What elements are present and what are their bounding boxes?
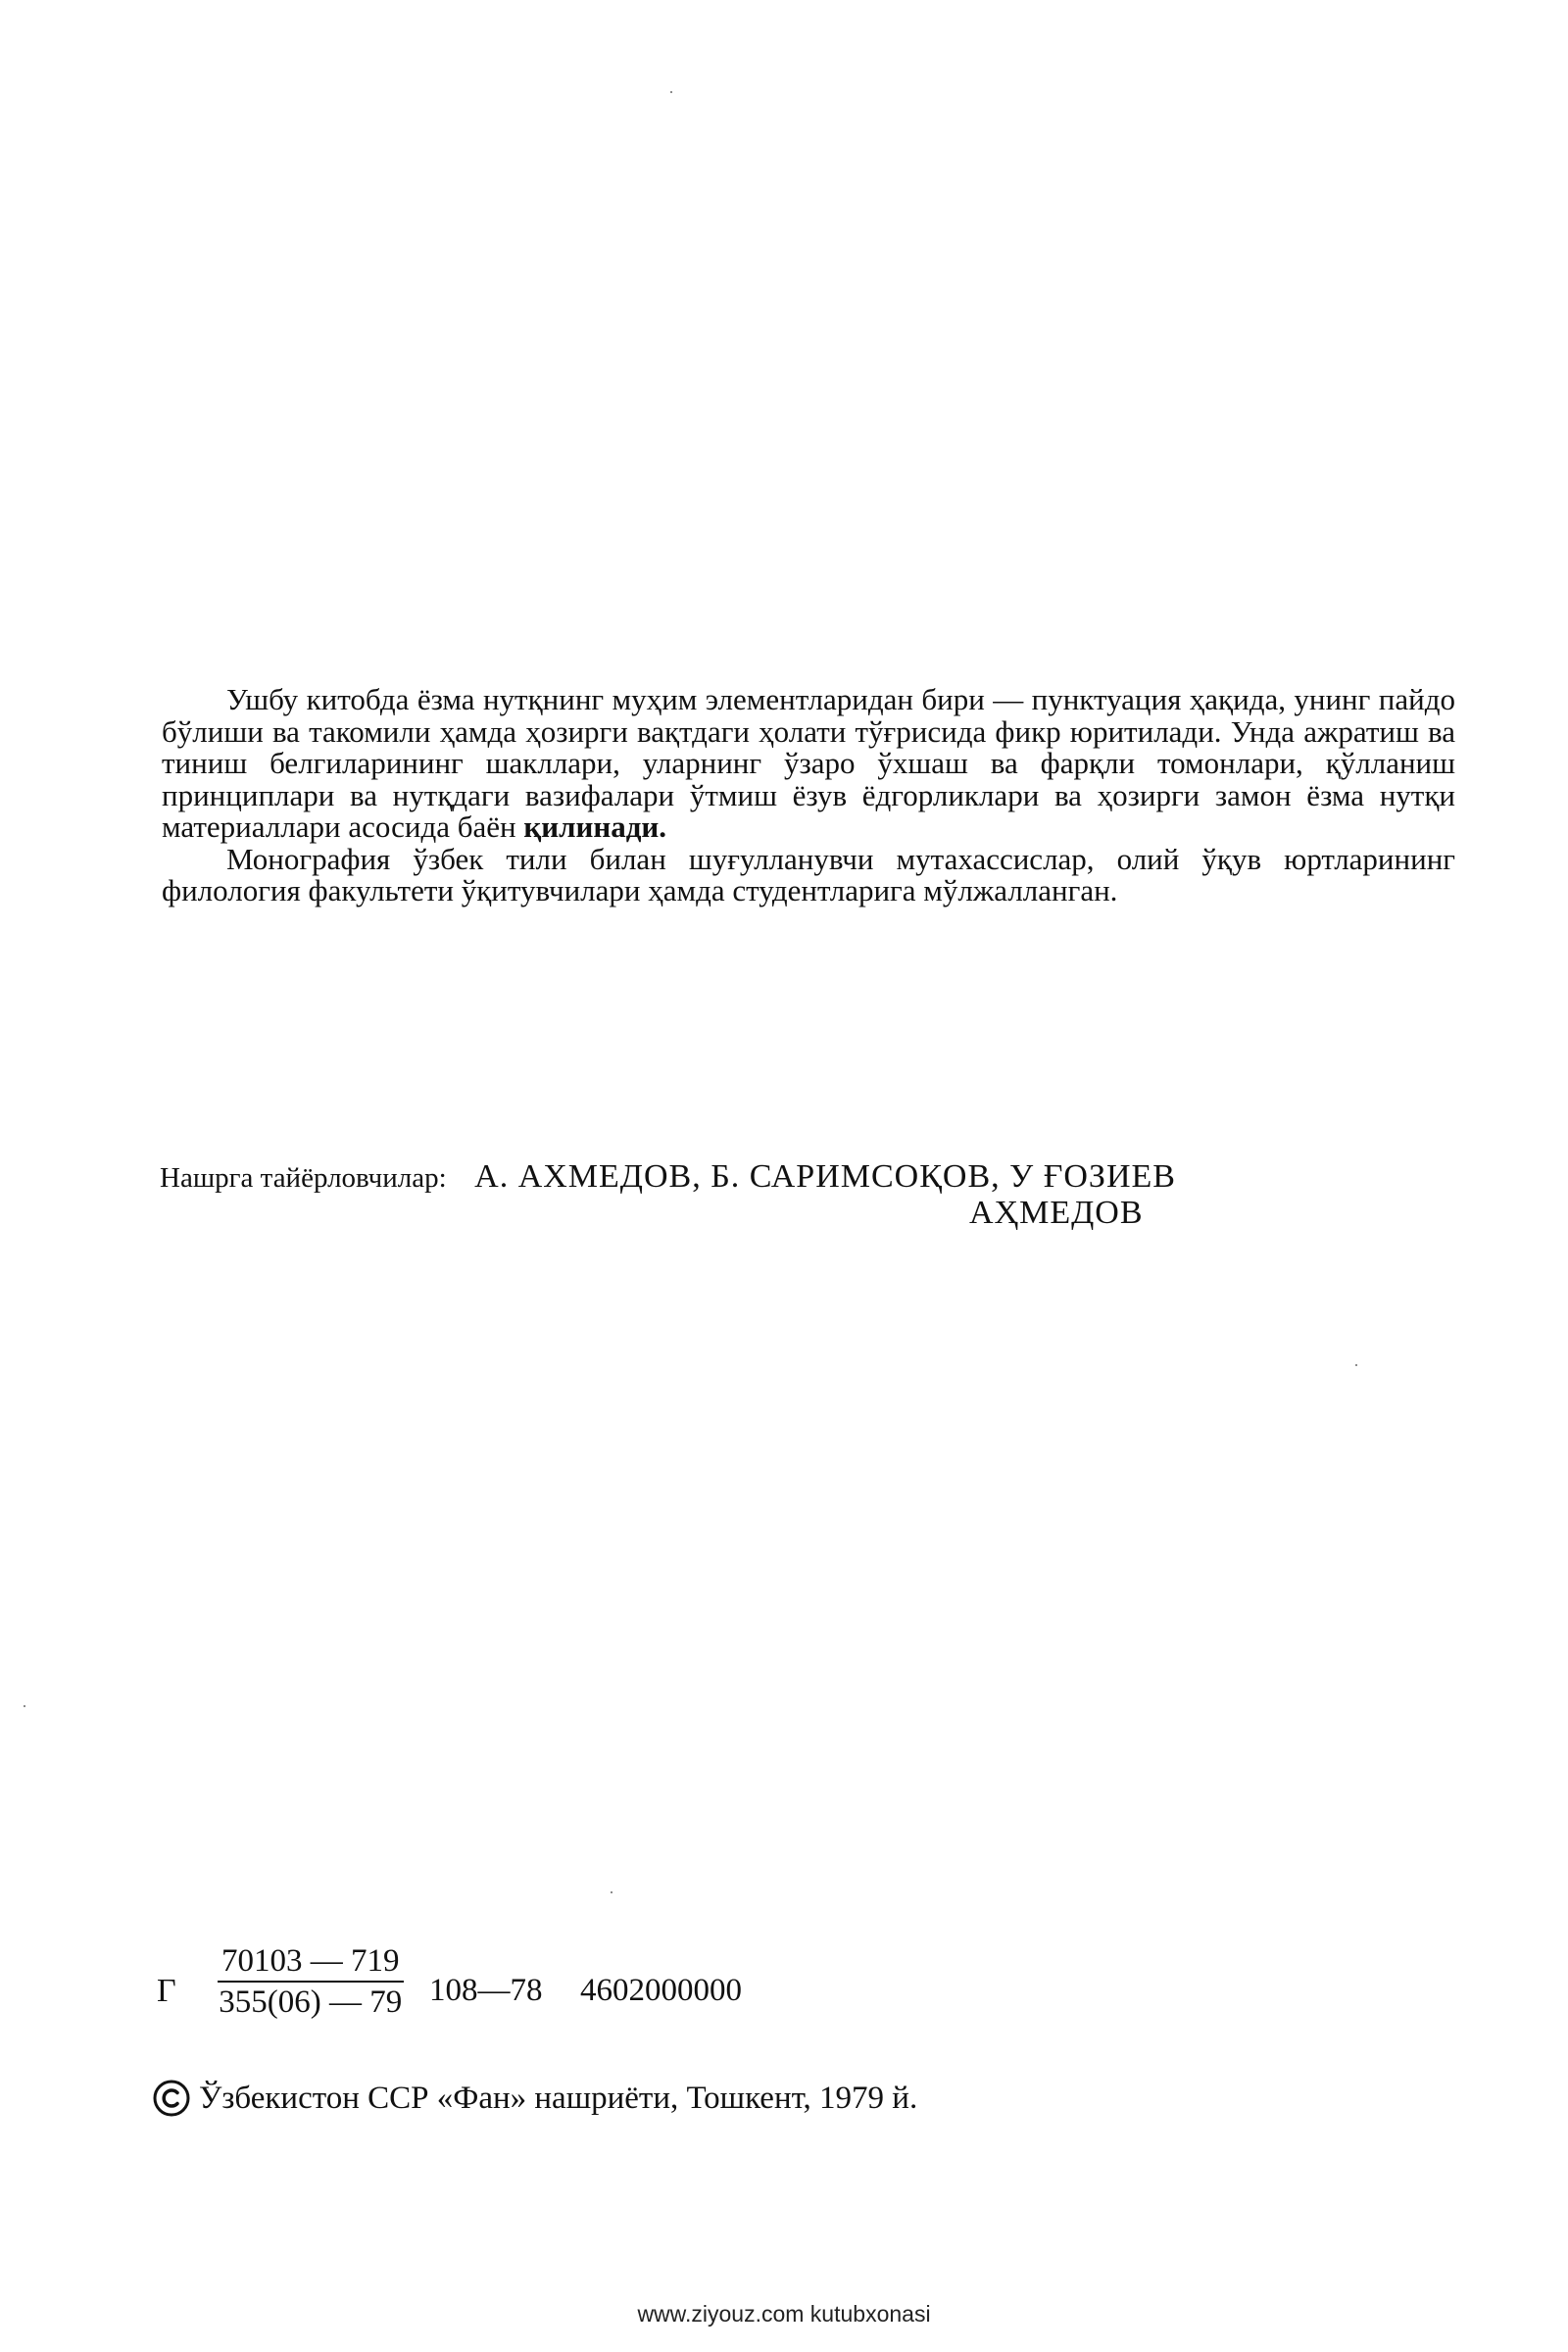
copyright-icon xyxy=(152,2079,191,2118)
abstract-paragraph-1-text: Ушбу китобда ёзма нутқнинг муҳим элементларидан бири — пунктуация ҳақида, унинг пайдо бўлиши ва такомили ҳамда ҳозирги вақтдаги ҳолати тўғрисида фикр юритилади. Унда ажратиш ва тиниш белгиларининг шакллари, уларнинг ўзаро ўхшаш ва фарқли томонлари, қўлланиш принциплари ва нутқдаги вазифалари ўтмиш ёзув ёдгорликлари ва ҳозирги замон ёзма нутқи материаллари асосида баён xyxy=(162,682,1455,844)
compilers-line-1 xyxy=(160,1159,1385,1196)
publisher-text: Ўзбекистон ССР «Фан» нашриёти, Тошкент, 1979 й. xyxy=(199,2080,918,2116)
scan-speck xyxy=(24,1705,25,1707)
catalog-letter: Г xyxy=(157,1973,176,2009)
catalog-numerator: 70103 — 719 xyxy=(218,1943,404,1983)
compilers-names: А. АХМЕДОВ, Б. САРИМСОҚОВ, У ҒОЗИЕВ xyxy=(474,1158,1176,1195)
compilers-names-line-2: АҲМЕДОВ xyxy=(969,1195,1144,1231)
publisher-line xyxy=(152,2079,1132,2118)
scan-speck xyxy=(670,91,672,93)
abstract-paragraph-2: Монография ўзбек тили билан шуғулланувчи мутахассислар, олий ўқув юртларининг филология факультети ўқитувчилари ҳамда студентларига мўлжалланган. xyxy=(162,841,1455,907)
scan-speck xyxy=(1355,1364,1357,1366)
catalog-code-2: 4602000000 xyxy=(580,1973,742,2008)
catalog-denominator: 355(06) — 79 xyxy=(219,1984,403,2020)
catalog-fraction xyxy=(218,1943,404,2020)
abstract-paragraph-1 xyxy=(162,684,1455,844)
compilers xyxy=(160,1159,1385,1231)
abstract xyxy=(162,684,1455,907)
catalog-code xyxy=(157,1943,941,2032)
scan-speck xyxy=(611,1891,612,1893)
catalog-code-1: 108—78 xyxy=(429,1973,543,2008)
footer-watermark: www.ziyouz.com kutubxonasi xyxy=(637,2301,931,2327)
compilers-label: Нашрга тайёрловчилар: xyxy=(160,1162,447,1194)
abstract-paragraph-1-bold: қилинади. xyxy=(523,809,667,844)
